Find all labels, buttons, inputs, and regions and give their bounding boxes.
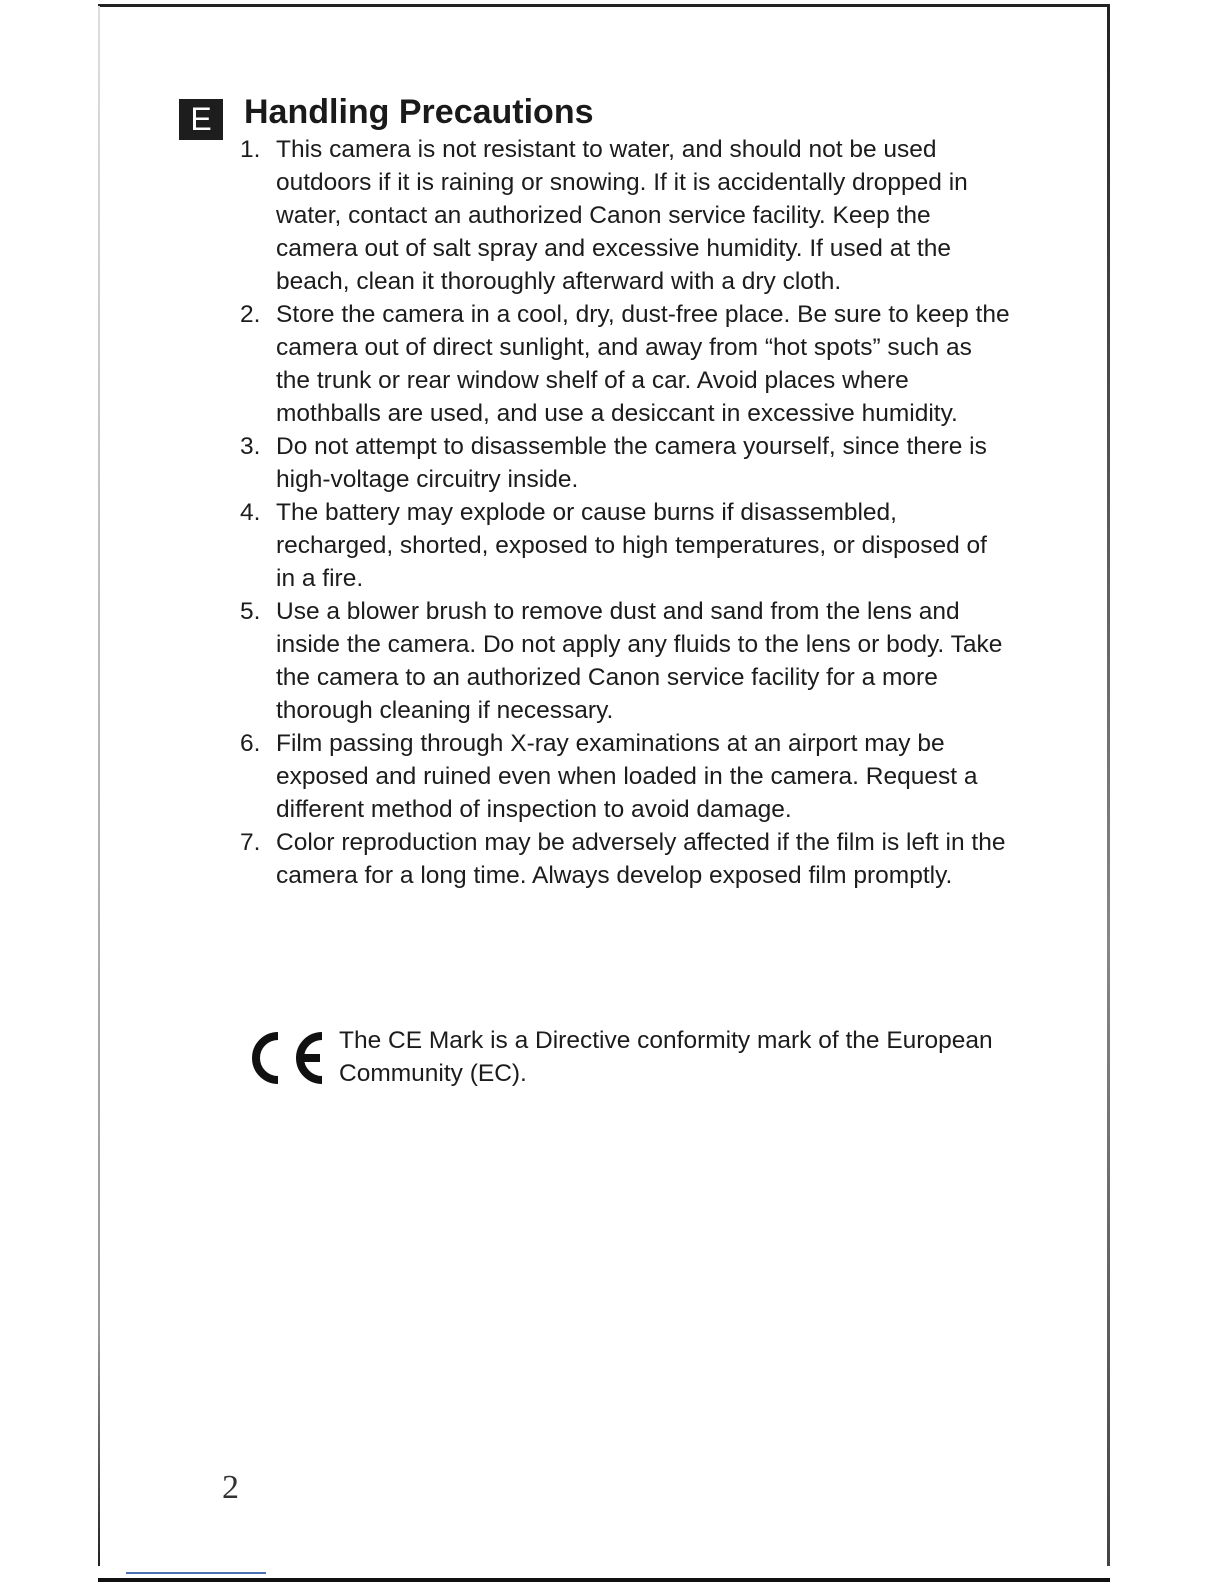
list-item (240, 430, 1010, 496)
item-number: 7. (240, 829, 261, 856)
scan-edge-right (1107, 6, 1110, 1566)
list-item (240, 826, 1010, 892)
item-number: 6. (240, 730, 261, 757)
list-item (240, 133, 1010, 298)
item-text: Color reproduction may be adversely affected if the film is left in the camera for a long time. Always develop exposed film promptly. (276, 829, 1006, 889)
item-text: Use a blower brush to remove dust and sand from the lens and inside the camera. Do not apply any fluids to the lens or body. Take the camera to an authorized Canon service facility for a more thorough cleaning if necessary. (276, 598, 1003, 724)
scan-edge-accent (126, 1572, 266, 1574)
precautions-list (240, 133, 1010, 892)
list-item (240, 496, 1010, 595)
item-text: Film passing through X-ray examinations at an airport may be exposed and ruined even when loaded in the camera. Request a different method of inspection to avoid damage. (276, 730, 978, 823)
scan-edge-top (98, 4, 1110, 7)
page-title: Handling Precautions (244, 93, 594, 131)
scan-edge-left (98, 6, 100, 1566)
item-number: 3. (240, 433, 261, 460)
ce-notice-text: The CE Mark is a Directive conformity mark of the European Community (EC). (339, 1027, 993, 1087)
page-number: 2 (222, 1469, 239, 1506)
ce-notice (242, 1024, 1022, 1094)
item-number: 4. (240, 499, 261, 526)
scan-edge-bottom (98, 1578, 1110, 1582)
list-item (240, 727, 1010, 826)
language-badge: E (179, 99, 223, 140)
item-text: The battery may explode or cause burns if disassembled, recharged, shorted, exposed to high temperatures, or disposed of in a fire. (276, 499, 987, 592)
item-number: 1. (240, 136, 261, 163)
item-text: Store the camera in a cool, dry, dust-free place. Be sure to keep the camera out of direct sunlight, and away from “hot spots” such as the trunk or rear window shelf of a car. Avoid places where mothballs are used, and use a desiccant in excessive humidity. (276, 301, 1010, 427)
ce-mark-icon (242, 1028, 326, 1088)
list-item (240, 298, 1010, 430)
list-item (240, 595, 1010, 727)
item-text: This camera is not resistant to water, and should not be used outdoors if it is raining or snowing. If it is accidentally dropped in water, contact an authorized Canon service facility. Keep the camera out of salt spray and excessive humidity. If used at the beach, clean it thoroughly afterward with a dry cloth. (276, 136, 968, 295)
item-text: Do not attempt to disassemble the camera yourself, since there is high-voltage circuitry inside. (276, 433, 987, 493)
item-number: 2. (240, 301, 261, 328)
item-number: 5. (240, 598, 261, 625)
